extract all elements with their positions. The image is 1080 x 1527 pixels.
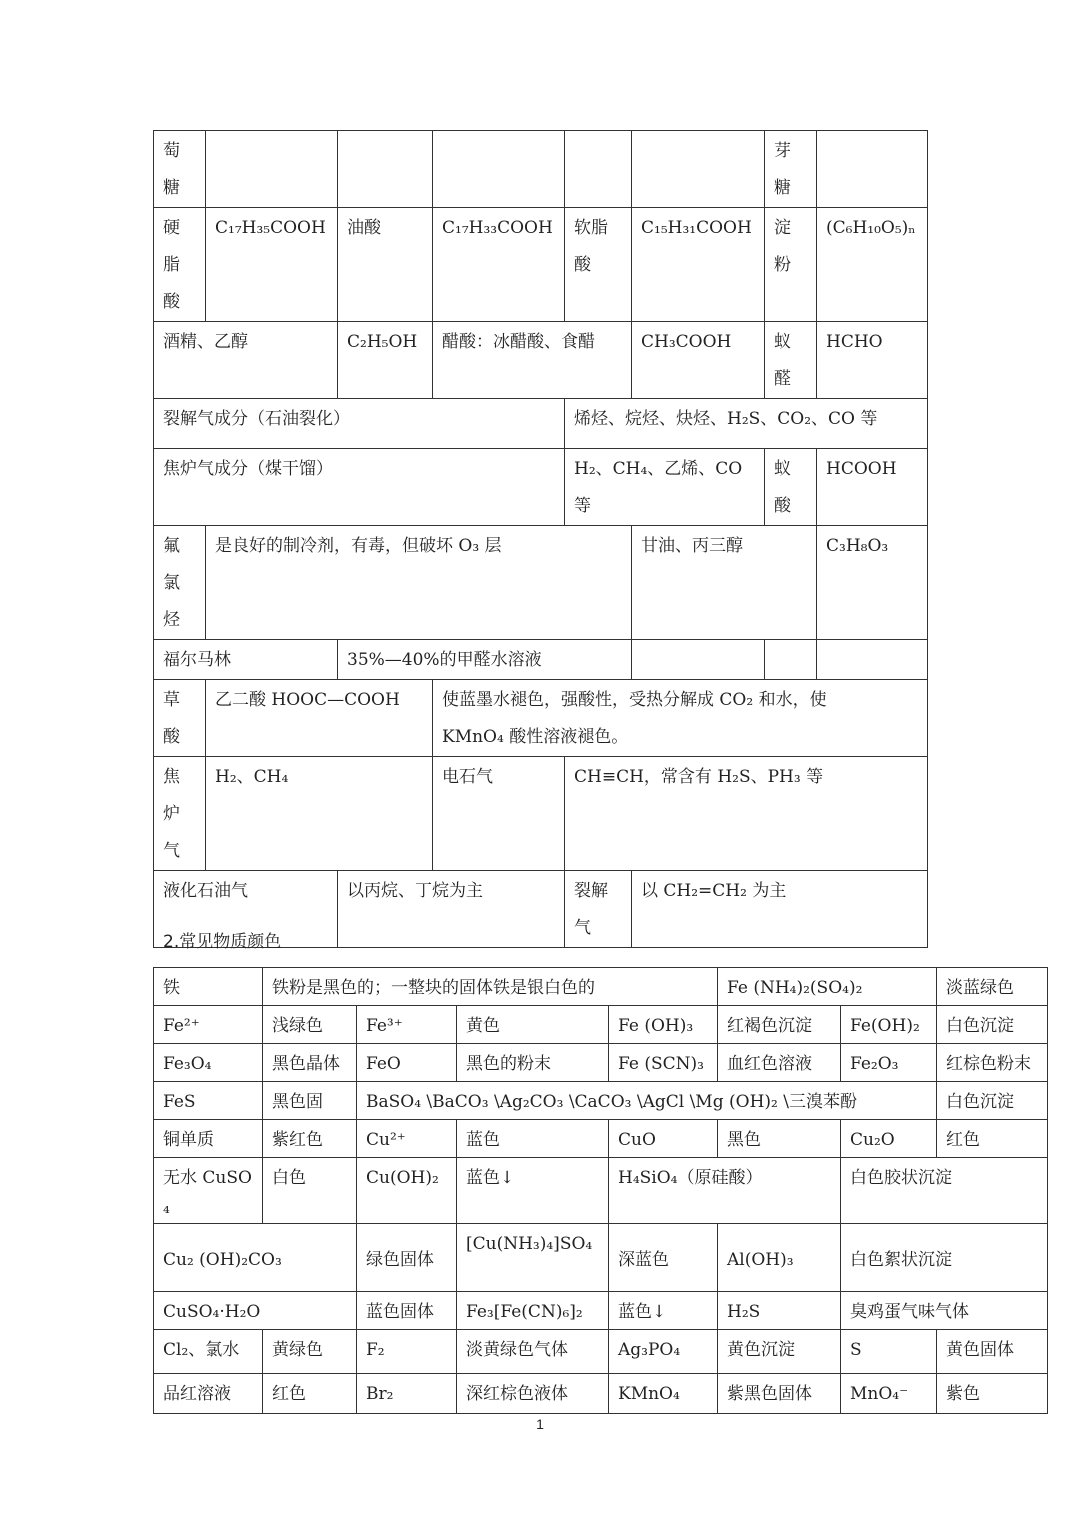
table-cell: Ag₃PO₄: [609, 1330, 718, 1374]
table-cell: 白色: [263, 1158, 357, 1224]
table-cell: Fe (NH₄)₂(SO₄)₂: [718, 968, 937, 1006]
table-row: [154, 208, 928, 322]
table-cell: 硬脂酸: [154, 208, 206, 322]
table-cell: 淡黄绿色气体: [457, 1330, 609, 1374]
table-cell: KMnO₄: [609, 1374, 718, 1414]
table-cell: C₂H₅OH: [338, 322, 433, 399]
page-number: 1: [536, 1416, 544, 1432]
substance-colors-table: [153, 967, 1048, 1414]
table-cell: 黄色: [457, 1006, 609, 1044]
table-cell: 紫色: [937, 1374, 1048, 1414]
table-cell: H₂、CH₄、乙烯、CO 等: [565, 449, 765, 526]
table-cell: Fe (OH)₃: [609, 1006, 718, 1044]
table-cell: 氟氯烃: [154, 526, 206, 640]
table-cell: 黑色固: [263, 1082, 357, 1120]
table-cell: 淀粉: [765, 208, 817, 322]
table-cell: 裂解气成分（石油裂化）: [154, 399, 565, 449]
table-cell: 黑色晶体: [263, 1044, 357, 1082]
table-row: [154, 1006, 1048, 1044]
table-cell: CH≡CH，常含有 H₂S、PH₃ 等: [565, 757, 928, 871]
table-cell: 以 CH₂=CH₂ 为主: [632, 871, 928, 948]
table-cell: 白色絮状沉淀: [841, 1224, 1048, 1292]
table-cell: 焦炉气成分（煤干馏）: [154, 449, 565, 526]
table-cell: 油酸: [338, 208, 433, 322]
organic-substances-table: [153, 130, 928, 948]
table-cell: BaSO₄ \BaCO₃ \Ag₂CO₃ \CaCO₃ \AgCl \Mg (OH)₂ \三溴苯酚: [357, 1082, 937, 1120]
table-cell: 紫红色: [263, 1120, 357, 1158]
table-cell: Cu₂ (OH)₂CO₃: [154, 1224, 357, 1292]
table-cell: 黄色沉淀: [718, 1330, 841, 1374]
table-cell: 蓝色↓: [457, 1158, 609, 1224]
table-cell: S: [841, 1330, 937, 1374]
table-cell: 福尔马林: [154, 640, 338, 680]
table-cell-line: KMnO₄ 酸性溶液褪色。: [442, 727, 629, 747]
table-cell: 无水 CuSO₄: [154, 1158, 263, 1224]
table-cell: Fe (SCN)₃: [609, 1044, 718, 1082]
table-cell: (C₆H₁₀O₅)ₙ: [817, 208, 928, 322]
table-cell: Cl₂、氯水: [154, 1330, 263, 1374]
table-cell: 铁: [154, 968, 263, 1006]
table-row: [154, 449, 928, 526]
table-cell: C₁₇H₃₅COOH: [206, 208, 338, 322]
table-cell: CuO: [609, 1120, 718, 1158]
table-cell: 淡蓝绿色: [937, 968, 1048, 1006]
table-cell: 铁粉是黑色的；一整块的固体铁是银白色的: [263, 968, 718, 1006]
table-row: [154, 1224, 1048, 1292]
table-row: [154, 1374, 1048, 1414]
table-cell: H₂S: [718, 1292, 841, 1330]
table-cell: Fe²⁺: [154, 1006, 263, 1044]
table-cell: [817, 131, 928, 208]
table-row: [154, 1082, 1048, 1120]
table-cell: 白色沉淀: [937, 1082, 1048, 1120]
table-cell: [433, 131, 565, 208]
table-row: [154, 1292, 1048, 1330]
table-cell: FeS: [154, 1082, 263, 1120]
table-cell: CuSO₄·H₂O: [154, 1292, 357, 1330]
table-cell: 裂解气: [565, 871, 632, 948]
table-cell: [Cu(NH₃)₄]SO₄: [457, 1224, 609, 1292]
table-cell: 红棕色粉末: [937, 1044, 1048, 1082]
table-cell: FeO: [357, 1044, 457, 1082]
table-cell: [632, 131, 765, 208]
table-cell: Fe₃O₄: [154, 1044, 263, 1082]
table-row: [154, 1044, 1048, 1082]
table-cell: 草酸: [154, 680, 206, 757]
table-cell: 红色: [937, 1120, 1048, 1158]
table-row: [154, 399, 928, 449]
table-cell: Al(OH)₃: [718, 1224, 841, 1292]
table-row: [154, 1120, 1048, 1158]
table-cell: 白色沉淀: [937, 1006, 1048, 1044]
table-cell: 品红溶液: [154, 1374, 263, 1414]
table-cell-line: 使蓝墨水褪色，强酸性，受热分解成 CO₂ 和水，使: [442, 690, 827, 710]
table-cell: 蓝色↓: [609, 1292, 718, 1330]
table-cell: 深红棕色液体: [457, 1374, 609, 1414]
table-row: [154, 1330, 1048, 1374]
table-cell: Cu²⁺: [357, 1120, 457, 1158]
table-row: [154, 526, 928, 640]
table-cell: 黄色固体: [937, 1330, 1048, 1374]
table-cell: CH₃COOH: [632, 322, 765, 399]
table-cell: 焦炉气: [154, 757, 206, 871]
table-cell: Cu₂O: [841, 1120, 937, 1158]
table-cell: C₁₅H₃₁COOH: [632, 208, 765, 322]
table-cell: 臭鸡蛋气味气体: [841, 1292, 1048, 1330]
table-cell: 液化石油气: [154, 871, 338, 948]
table-cell: F₂: [357, 1330, 457, 1374]
table-row: [154, 131, 928, 208]
table-row: [154, 1158, 1048, 1224]
table-cell: 蚁醛: [765, 322, 817, 399]
table-cell: [632, 640, 765, 680]
table-cell: MnO₄⁻: [841, 1374, 937, 1414]
table-cell: HCOOH: [817, 449, 928, 526]
table-cell: Br₂: [357, 1374, 457, 1414]
table-cell: 绿色固体: [357, 1224, 457, 1292]
table-cell: 紫黑色固体: [718, 1374, 841, 1414]
table-cell: 黑色: [718, 1120, 841, 1158]
table-cell: 浅绿色: [263, 1006, 357, 1044]
table-cell: Cu(OH)₂: [357, 1158, 457, 1224]
table-cell: C₁₇H₃₃COOH: [433, 208, 565, 322]
section-heading: 2.常见物质颜色: [163, 932, 282, 952]
table-row: [154, 968, 1048, 1006]
table-cell: 黑色的粉末: [457, 1044, 609, 1082]
table-row: [154, 640, 928, 680]
table-cell: [565, 131, 632, 208]
table-cell: Fe₃[Fe(CN)₆]₂: [457, 1292, 609, 1330]
table-cell: [338, 131, 433, 208]
table-cell: Fe₂O₃: [841, 1044, 937, 1082]
table-cell: C₃H₈O₃: [817, 526, 928, 640]
table-cell: 35%—40%的甲醛水溶液: [338, 640, 632, 680]
table-cell: 甘油、丙三醇: [632, 526, 817, 640]
table-cell: 黄绿色: [263, 1330, 357, 1374]
table-cell: 蓝色固体: [357, 1292, 457, 1330]
table-cell: 是良好的制冷剂，有毒，但破坏 O₃ 层: [206, 526, 632, 640]
table-cell: 烯烃、烷烃、炔烃、H₂S、CO₂、CO 等: [565, 399, 928, 449]
table-cell: H₄SiO₄（原硅酸）: [609, 1158, 841, 1224]
table-cell: 乙二酸 HOOC—COOH: [206, 680, 433, 757]
table-cell: 酒精、乙醇: [154, 322, 338, 399]
table-cell: 红色: [263, 1374, 357, 1414]
table-cell: 铜单质: [154, 1120, 263, 1158]
table-cell: 白色胶状沉淀: [841, 1158, 1048, 1224]
table-cell: 醋酸：冰醋酸、食醋: [433, 322, 632, 399]
table-cell: 深蓝色: [609, 1224, 718, 1292]
table-cell: H₂、CH₄: [206, 757, 433, 871]
table-cell: [817, 640, 928, 680]
table-cell: [206, 131, 338, 208]
table-cell: 蓝色: [457, 1120, 609, 1158]
table-cell: Fe³⁺: [357, 1006, 457, 1044]
table-cell: 以丙烷、丁烷为主: [338, 871, 565, 948]
table-row: [154, 757, 928, 871]
table-row: [154, 680, 928, 757]
table-cell: Fe(OH)₂: [841, 1006, 937, 1044]
table-cell: 萄糖: [154, 131, 206, 208]
table-cell: 红褐色沉淀: [718, 1006, 841, 1044]
table-cell: 蚁酸: [765, 449, 817, 526]
table-cell: 芽糖: [765, 131, 817, 208]
table-cell: 软脂酸: [565, 208, 632, 322]
table-cell: HCHO: [817, 322, 928, 399]
table-row: [154, 322, 928, 399]
table-cell: 血红色溶液: [718, 1044, 841, 1082]
table-cell: [765, 640, 817, 680]
table-cell: 电石气: [433, 757, 565, 871]
table-cell: [433, 680, 928, 757]
